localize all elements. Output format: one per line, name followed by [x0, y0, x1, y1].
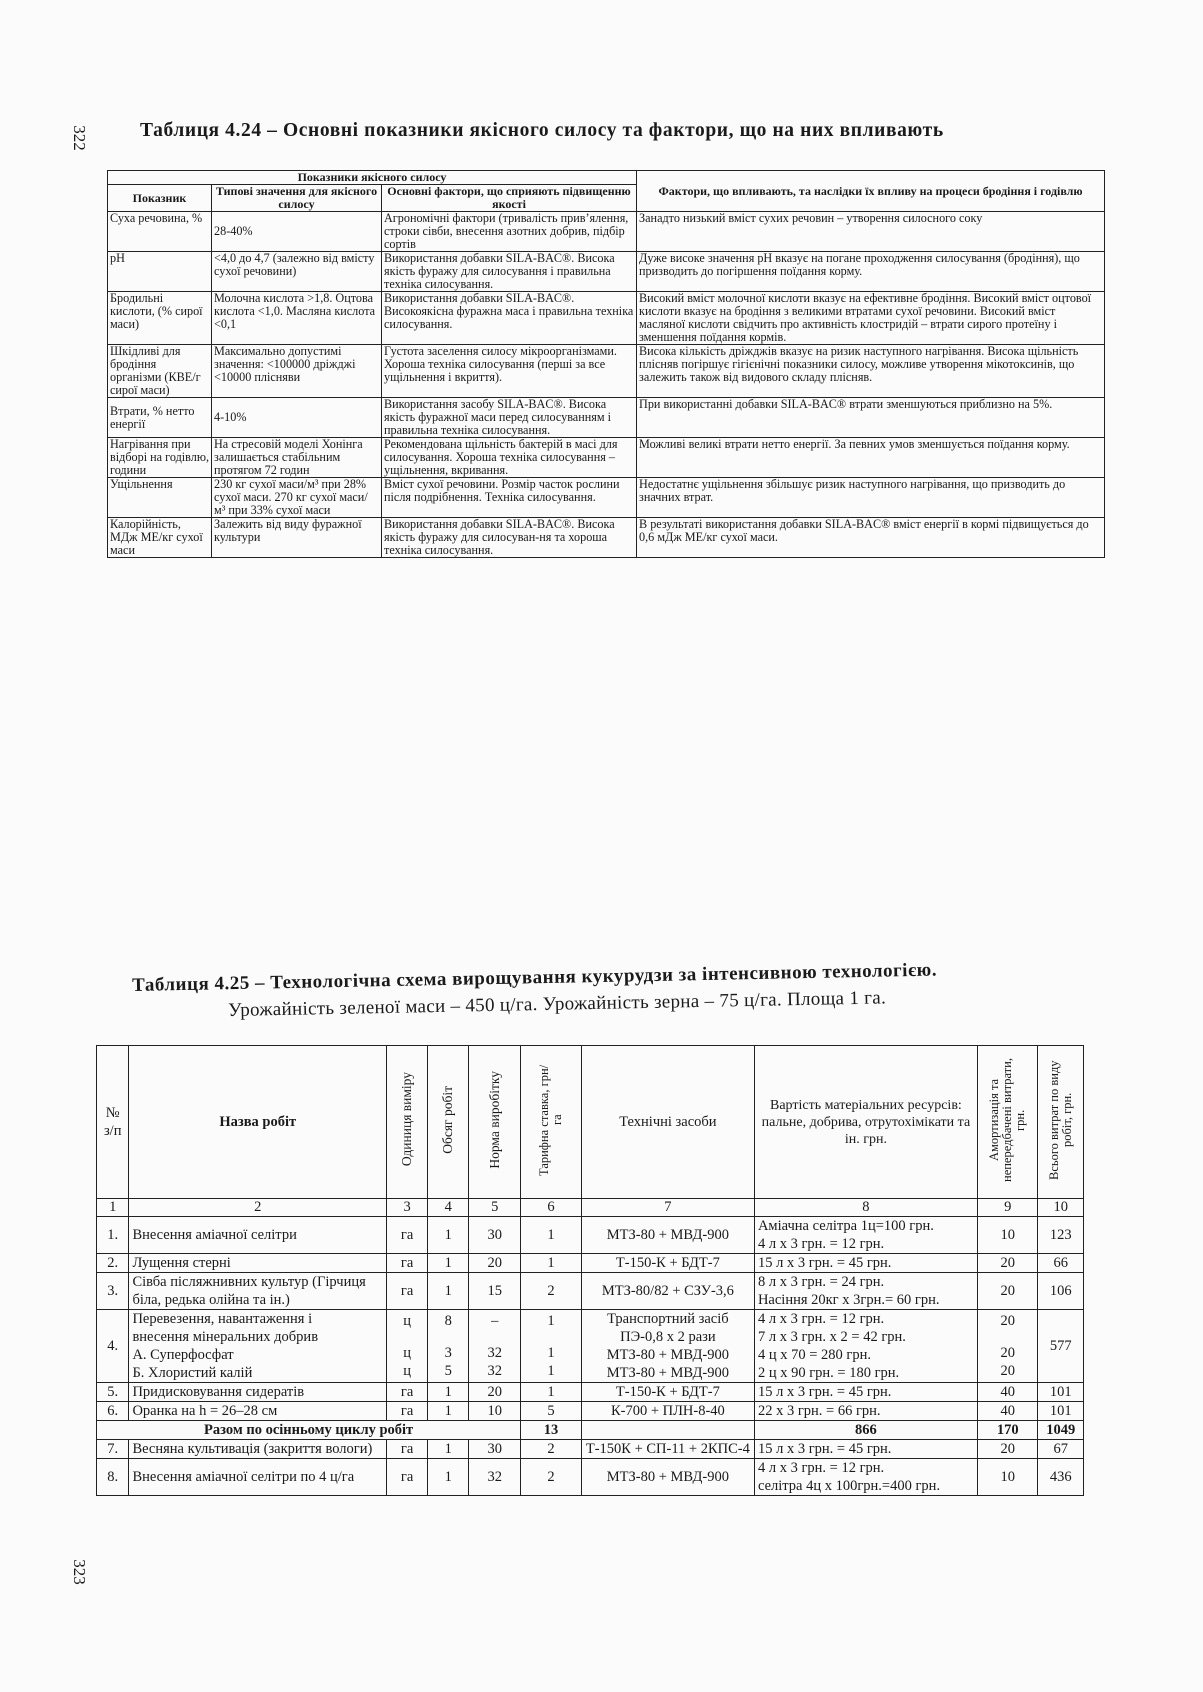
header-no: № з/п	[97, 1046, 129, 1199]
table-row	[108, 212, 1105, 252]
cell-no: 8.	[97, 1459, 129, 1496]
cell-unit-line: ц	[403, 1345, 411, 1361]
cell-norm: 32	[469, 1459, 521, 1496]
cell-volume: 1	[428, 1254, 469, 1273]
header-name: Назва робіт	[129, 1046, 387, 1199]
cell-indicator: pH	[108, 252, 212, 292]
cell-factors: Використання добавки SILA-BAC®. Висока якість фуражу для силосуван-ня та хороша техніка силосування.	[382, 518, 637, 558]
cell-materials	[754, 1310, 977, 1383]
cell-materials-line: 15 л х 3 грн. = 45 грн.	[757, 1441, 892, 1457]
cell-indicator: Втрати, % нетто енергії	[108, 398, 212, 438]
page-number-top: 322	[69, 125, 89, 151]
cell-volume: 1	[428, 1217, 469, 1254]
cell-materials	[754, 1440, 977, 1459]
cell-factors: Використання засобу SILA-BAC®. Висока якість фуражної маси перед силосуванням і правильна техніка силосування.	[382, 398, 637, 438]
cell-name: Сівба післяжнивних культур (Гірчиця біла, редька олійна та ін.)	[129, 1273, 387, 1310]
cell-materials-line: 15 л х 3 грн. = 45 грн.	[757, 1384, 892, 1400]
table-row	[97, 1459, 1084, 1496]
cell-amortization: 40	[977, 1383, 1038, 1402]
cell-norm: 30	[469, 1217, 521, 1254]
cell-materials-line: 22 х 3 грн. = 66 грн.	[757, 1403, 881, 1419]
cell-unit: га	[387, 1273, 428, 1310]
cell-no: 6.	[97, 1402, 129, 1421]
cell-total: 101	[1038, 1383, 1084, 1402]
cell-unit	[387, 1310, 428, 1383]
cell-norm-line: 32	[487, 1345, 502, 1361]
header-rate: Тарифна ставка, грн/га	[537, 1063, 564, 1176]
cell-means-line: МТЗ-80 + МВД-900	[606, 1365, 729, 1381]
cell-amortization: 20	[977, 1273, 1038, 1310]
column-number: 7	[581, 1199, 754, 1217]
cell-amortization: 10	[977, 1217, 1038, 1254]
column-number: 1	[97, 1199, 129, 1217]
summary-amortization: 170	[977, 1421, 1038, 1440]
cell-materials	[754, 1383, 977, 1402]
table-4-25-title: Таблиця 4.25 – Технологічна схема вирощування кукурудзи за інтенсивною технологією.	[132, 959, 938, 996]
cell-rate-line: 1	[547, 1363, 555, 1379]
cell-materials-line: 7 л х 3 грн. х 2 = 42 грн.	[757, 1329, 906, 1345]
cell-name: Внесення аміачної селітри по 4 ц/га	[129, 1459, 387, 1496]
cell-total: 436	[1038, 1459, 1084, 1496]
header-indicator: Показник	[108, 185, 212, 212]
cell-typical: Максимально допустимі значення: <100000 дріжджі <10000 плісняви	[212, 345, 382, 398]
cell-indicator: Нагрівання при відборі на годівлю, години	[108, 438, 212, 478]
header-volume: Обсяг робіт	[440, 1085, 456, 1154]
cell-amortization: 40	[977, 1402, 1038, 1421]
cell-norm: 20	[469, 1383, 521, 1402]
table-row	[108, 518, 1105, 558]
cell-means: МТЗ-80/82 + СЗУ-3,6	[581, 1273, 754, 1310]
cell-volume-line: 8	[444, 1313, 452, 1329]
header-means: Технічні засоби	[581, 1046, 754, 1199]
cell-typical: Молочна кислота >1,8. Оцтова кислота <1,0. Масляна кислота <0,1	[212, 292, 382, 345]
cell-consequences: При використанні добавки SILA-BAC® втрати зменшуються приблизно на 5%.	[637, 398, 1105, 438]
header-norm: Норма виробітку	[486, 1070, 502, 1169]
table-row	[108, 478, 1105, 518]
cell-typical: На стресовій моделі Хонінга залишається стабільним протягом 72 годин	[212, 438, 382, 478]
column-number: 6	[521, 1199, 582, 1217]
corn-technology-table	[96, 1045, 1084, 1496]
cell-name-line: Перевезення, навантаження і	[132, 1311, 313, 1327]
cell-name-line: Б. Хлористий калій	[132, 1365, 253, 1381]
table-row	[97, 1254, 1084, 1273]
cell-unit: га	[387, 1254, 428, 1273]
cell-means: МТЗ-80 + МВД-900	[581, 1459, 754, 1496]
cell-consequences: Дуже високе значення pH вказує на погане проходження силосування (бродіння), що призводить до погіршення поїдання корму.	[637, 252, 1105, 292]
cell-materials	[754, 1273, 977, 1310]
cell-materials-line: 4 л х 3 грн. = 12 грн.	[757, 1311, 885, 1327]
cell-consequences: Недостатнє ущільнення збільшує ризик наступного нагрівання, що призводить до значних втрат.	[637, 478, 1105, 518]
cell-volume	[428, 1310, 469, 1383]
cell-unit: га	[387, 1459, 428, 1496]
cell-rate: 2	[521, 1440, 582, 1459]
cell-materials-line: 4 ц х 70 = 280 грн.	[757, 1347, 871, 1363]
table-row	[108, 292, 1105, 345]
summary-materials: 866	[754, 1421, 977, 1440]
cell-norm: 10	[469, 1402, 521, 1421]
cell-volume-line: 3	[444, 1345, 452, 1361]
cell-means: К-700 + ПЛН-8-40	[581, 1402, 754, 1421]
cell-total: 101	[1038, 1402, 1084, 1421]
cell-means: МТЗ-80 + МВД-900	[581, 1217, 754, 1254]
header-total: Всього витрат по виду робіт, грн.	[1046, 1059, 1074, 1180]
table-4-25-subtitle: Урожайність зеленої маси – 450 ц/га. Урожайність зерна – 75 ц/га. Площа 1 га.	[228, 987, 887, 1021]
cell-unit: га	[387, 1217, 428, 1254]
table-row	[97, 1402, 1084, 1421]
column-number: 10	[1038, 1199, 1084, 1217]
cell-no: 5.	[97, 1383, 129, 1402]
cell-name: Лущення стерні	[129, 1254, 387, 1273]
cell-no: 7.	[97, 1440, 129, 1459]
summary-label: Разом по осінньому циклу робіт	[97, 1421, 521, 1440]
cell-rate: 1	[521, 1254, 582, 1273]
cell-name	[129, 1310, 387, 1383]
cell-factors: Густота заселення силосу мікроорганізмами. Хороша техніка силосування (перші за все ущільнення і вкриття).	[382, 345, 637, 398]
column-number: 4	[428, 1199, 469, 1217]
cell-means: Т-150К + СП-11 + 2КПС-4	[581, 1440, 754, 1459]
cell-typical: Залежить від виду фуражної культури	[212, 518, 382, 558]
cell-consequences: В результаті використання добавки SILA-BAC® вміст енергії в кормі підвищується до 0,6 мДж МЕ/кг сухої маси.	[637, 518, 1105, 558]
table-4-24-title: Таблиця 4.24 – Основні показники якісного силосу та фактори, що на них впливають	[140, 120, 944, 141]
cell-name: Внесення аміачної селітри	[129, 1217, 387, 1254]
table-row	[108, 398, 1105, 438]
cell-materials-line: Аміачна селітра 1ц=100 грн.	[757, 1218, 934, 1234]
cell-factors: Використання добавки SILA-BAC®. Висока якість фуражу для силосування і правильна техніка силосування.	[382, 252, 637, 292]
cell-means-line: ПЭ-0,8 х 2 рази	[620, 1329, 716, 1345]
cell-volume: 1	[428, 1402, 469, 1421]
cell-means	[581, 1310, 754, 1383]
cell-amortization	[977, 1310, 1038, 1383]
cell-name: Весняна культивація (закриття вологи)	[129, 1440, 387, 1459]
cell-means-line: Транспортний засіб	[607, 1311, 729, 1327]
cell-materials-line: Насіння 20кг х 3грн.= 60 грн.	[757, 1292, 940, 1308]
table-row	[97, 1310, 1084, 1383]
cell-typical: 4-10%	[212, 398, 382, 438]
cell-unit: га	[387, 1440, 428, 1459]
cell-materials-line: селітра 4ц х 100грн.=400 грн.	[757, 1478, 941, 1494]
cell-materials-line: 2 ц х 90 грн. = 180 грн.	[757, 1365, 900, 1381]
summary-rate: 13	[521, 1421, 582, 1440]
cell-amortization-line: 20	[1000, 1313, 1015, 1329]
cell-rate: 2	[521, 1273, 582, 1310]
header-group: Показники якісного силосу	[108, 171, 637, 185]
table-row	[108, 345, 1105, 398]
header-materials: Вартість матеріальних ресурсів: пальне, добрива, отрутохімікати та ін. грн.	[754, 1046, 977, 1199]
cell-consequences: Високий вміст молочної кислоти вказує на ефективне бродіння. Високий вміст оцтової кислоти вказує на бродіння з великими втратами сухої речовини. Високий вміст масляної кислоти свідчить про активність клостридій – втрати сирого протеїну і зменшення поїдання кормів.	[637, 292, 1105, 345]
cell-volume: 1	[428, 1440, 469, 1459]
cell-materials	[754, 1402, 977, 1421]
cell-unit-line: ц	[403, 1363, 411, 1379]
cell-means: Т-150-К + БДТ-7	[581, 1383, 754, 1402]
cell-no: 4.	[97, 1310, 129, 1383]
cell-amortization: 10	[977, 1459, 1038, 1496]
summary-total: 1049	[1038, 1421, 1084, 1440]
column-number: 2	[129, 1199, 387, 1217]
cell-indicator: Шкідливі для бродіння організми (КВЕ/г сирої маси)	[108, 345, 212, 398]
cell-indicator: Суха речовина, %	[108, 212, 212, 252]
cell-factors: Агрономічні фактори (тривалість прив’ялення, строки сівби, внесення азотних добрив, підбір сортів	[382, 212, 637, 252]
cell-unit: га	[387, 1402, 428, 1421]
cell-factors: Використання добавки SILA-BAC®. Високоякісна фуражна маса і правильна техніка силосування.	[382, 292, 637, 345]
cell-factors: Рекомендована щільність бактерій в масі для силосування. Хороша техніка силосування – ущільнення, вкривання.	[382, 438, 637, 478]
cell-amortization: 20	[977, 1440, 1038, 1459]
cell-amortization-line: 20	[1000, 1363, 1015, 1379]
cell-materials-line: 4 л х 3 грн. = 12 грн.	[757, 1460, 885, 1476]
cell-consequences: Висока кількість дріжджів вказує на ризик наступного нагрівання. Висока щільність плісняв погіршує гігієнічні показники силосу, можливе утворення мікотоксинів, що залежить також від видового складу плісняв.	[637, 345, 1105, 398]
header-unit: Одиниця виміру	[399, 1072, 415, 1167]
header-typical: Типові значення для якісного силосу	[212, 185, 382, 212]
cell-name-line: внесення мінеральних добрив	[132, 1329, 319, 1345]
cell-materials-line: 15 л х 3 грн. = 45 грн.	[757, 1255, 892, 1271]
cell-volume: 1	[428, 1459, 469, 1496]
cell-no: 2.	[97, 1254, 129, 1273]
cell-indicator: Ущільнення	[108, 478, 212, 518]
cell-means-line: МТЗ-80 + МВД-900	[606, 1347, 729, 1363]
cell-norm-line: –	[491, 1313, 499, 1329]
cell-materials-line: 8 л х 3 грн. = 24 грн.	[757, 1274, 885, 1290]
column-number: 5	[469, 1199, 521, 1217]
cell-name: Придисковування сидератів	[129, 1383, 387, 1402]
cell-total: 106	[1038, 1273, 1084, 1310]
table-row	[97, 1383, 1084, 1402]
cell-indicator: Калорійність, МДж МЕ/кг сухої маси	[108, 518, 212, 558]
cell-typical: 230 кг сухої маси/м³ при 28% сухої маси. 270 кг сухої маси/м³ при 33% сухої маси	[212, 478, 382, 518]
cell-norm: 20	[469, 1254, 521, 1273]
table-row	[97, 1440, 1084, 1459]
cell-rate-line: 1	[547, 1345, 555, 1361]
cell-name: Оранка на h = 26–28 см	[129, 1402, 387, 1421]
cell-rate-line: 1	[547, 1313, 555, 1329]
column-number: 3	[387, 1199, 428, 1217]
cell-volume: 1	[428, 1383, 469, 1402]
cell-amortization-line: 20	[1000, 1345, 1015, 1361]
cell-name-line: А. Суперфосфат	[132, 1347, 234, 1363]
cell-volume: 1	[428, 1273, 469, 1310]
page-number-bottom: 323	[69, 1559, 89, 1585]
column-number: 9	[977, 1199, 1038, 1217]
cell-unit: га	[387, 1383, 428, 1402]
cell-typical: 28-40%	[212, 212, 382, 252]
cell-rate: 1	[521, 1383, 582, 1402]
cell-rate	[521, 1310, 582, 1383]
column-number: 8	[754, 1199, 977, 1217]
cell-materials-line: 4 л х 3 грн. = 12 грн.	[757, 1236, 885, 1252]
cell-consequences: Можливі великі втрати нетто енергії. За певних умов зменшується поїдання корму.	[637, 438, 1105, 478]
silage-quality-table	[107, 170, 1105, 558]
cell-materials	[754, 1217, 977, 1254]
cell-factors: Вміст сухої речовини. Розмір часток рослини після подрібнення. Техніка силосування.	[382, 478, 637, 518]
summary-empty	[581, 1421, 754, 1440]
cell-means: Т-150-К + БДТ-7	[581, 1254, 754, 1273]
cell-materials	[754, 1459, 977, 1496]
summary-row	[97, 1421, 1084, 1440]
cell-norm: 30	[469, 1440, 521, 1459]
table-row	[108, 438, 1105, 478]
cell-rate: 1	[521, 1217, 582, 1254]
cell-no: 1.	[97, 1217, 129, 1254]
cell-unit-line: ц	[403, 1313, 411, 1329]
cell-norm-line: 32	[487, 1363, 502, 1379]
header-consequences: Фактори, що впливають, та наслідки їх впливу на процеси бродіння і годівлю	[637, 171, 1105, 212]
cell-no: 3.	[97, 1273, 129, 1310]
cell-total: 577	[1038, 1310, 1084, 1383]
header-factors: Основні фактори, що сприяють підвищенню якості	[382, 185, 637, 212]
cell-typical: <4,0 до 4,7 (залежно від вмісту сухої речовини)	[212, 252, 382, 292]
cell-total: 67	[1038, 1440, 1084, 1459]
cell-indicator: Бродильні кислоти, (% сирої маси)	[108, 292, 212, 345]
cell-rate: 2	[521, 1459, 582, 1496]
table-row	[108, 252, 1105, 292]
cell-materials	[754, 1254, 977, 1273]
header-amortization: Амортизація та непередбачені витрати, грн.	[987, 1057, 1028, 1182]
cell-norm	[469, 1310, 521, 1383]
cell-total: 123	[1038, 1217, 1084, 1254]
cell-total: 66	[1038, 1254, 1084, 1273]
table-row	[97, 1217, 1084, 1254]
cell-norm: 15	[469, 1273, 521, 1310]
table-row	[97, 1273, 1084, 1310]
cell-volume-line: 5	[444, 1363, 452, 1379]
cell-rate: 5	[521, 1402, 582, 1421]
cell-amortization: 20	[977, 1254, 1038, 1273]
cell-consequences: Занадто низький вміст сухих речовин – утворення силосного соку	[637, 212, 1105, 252]
